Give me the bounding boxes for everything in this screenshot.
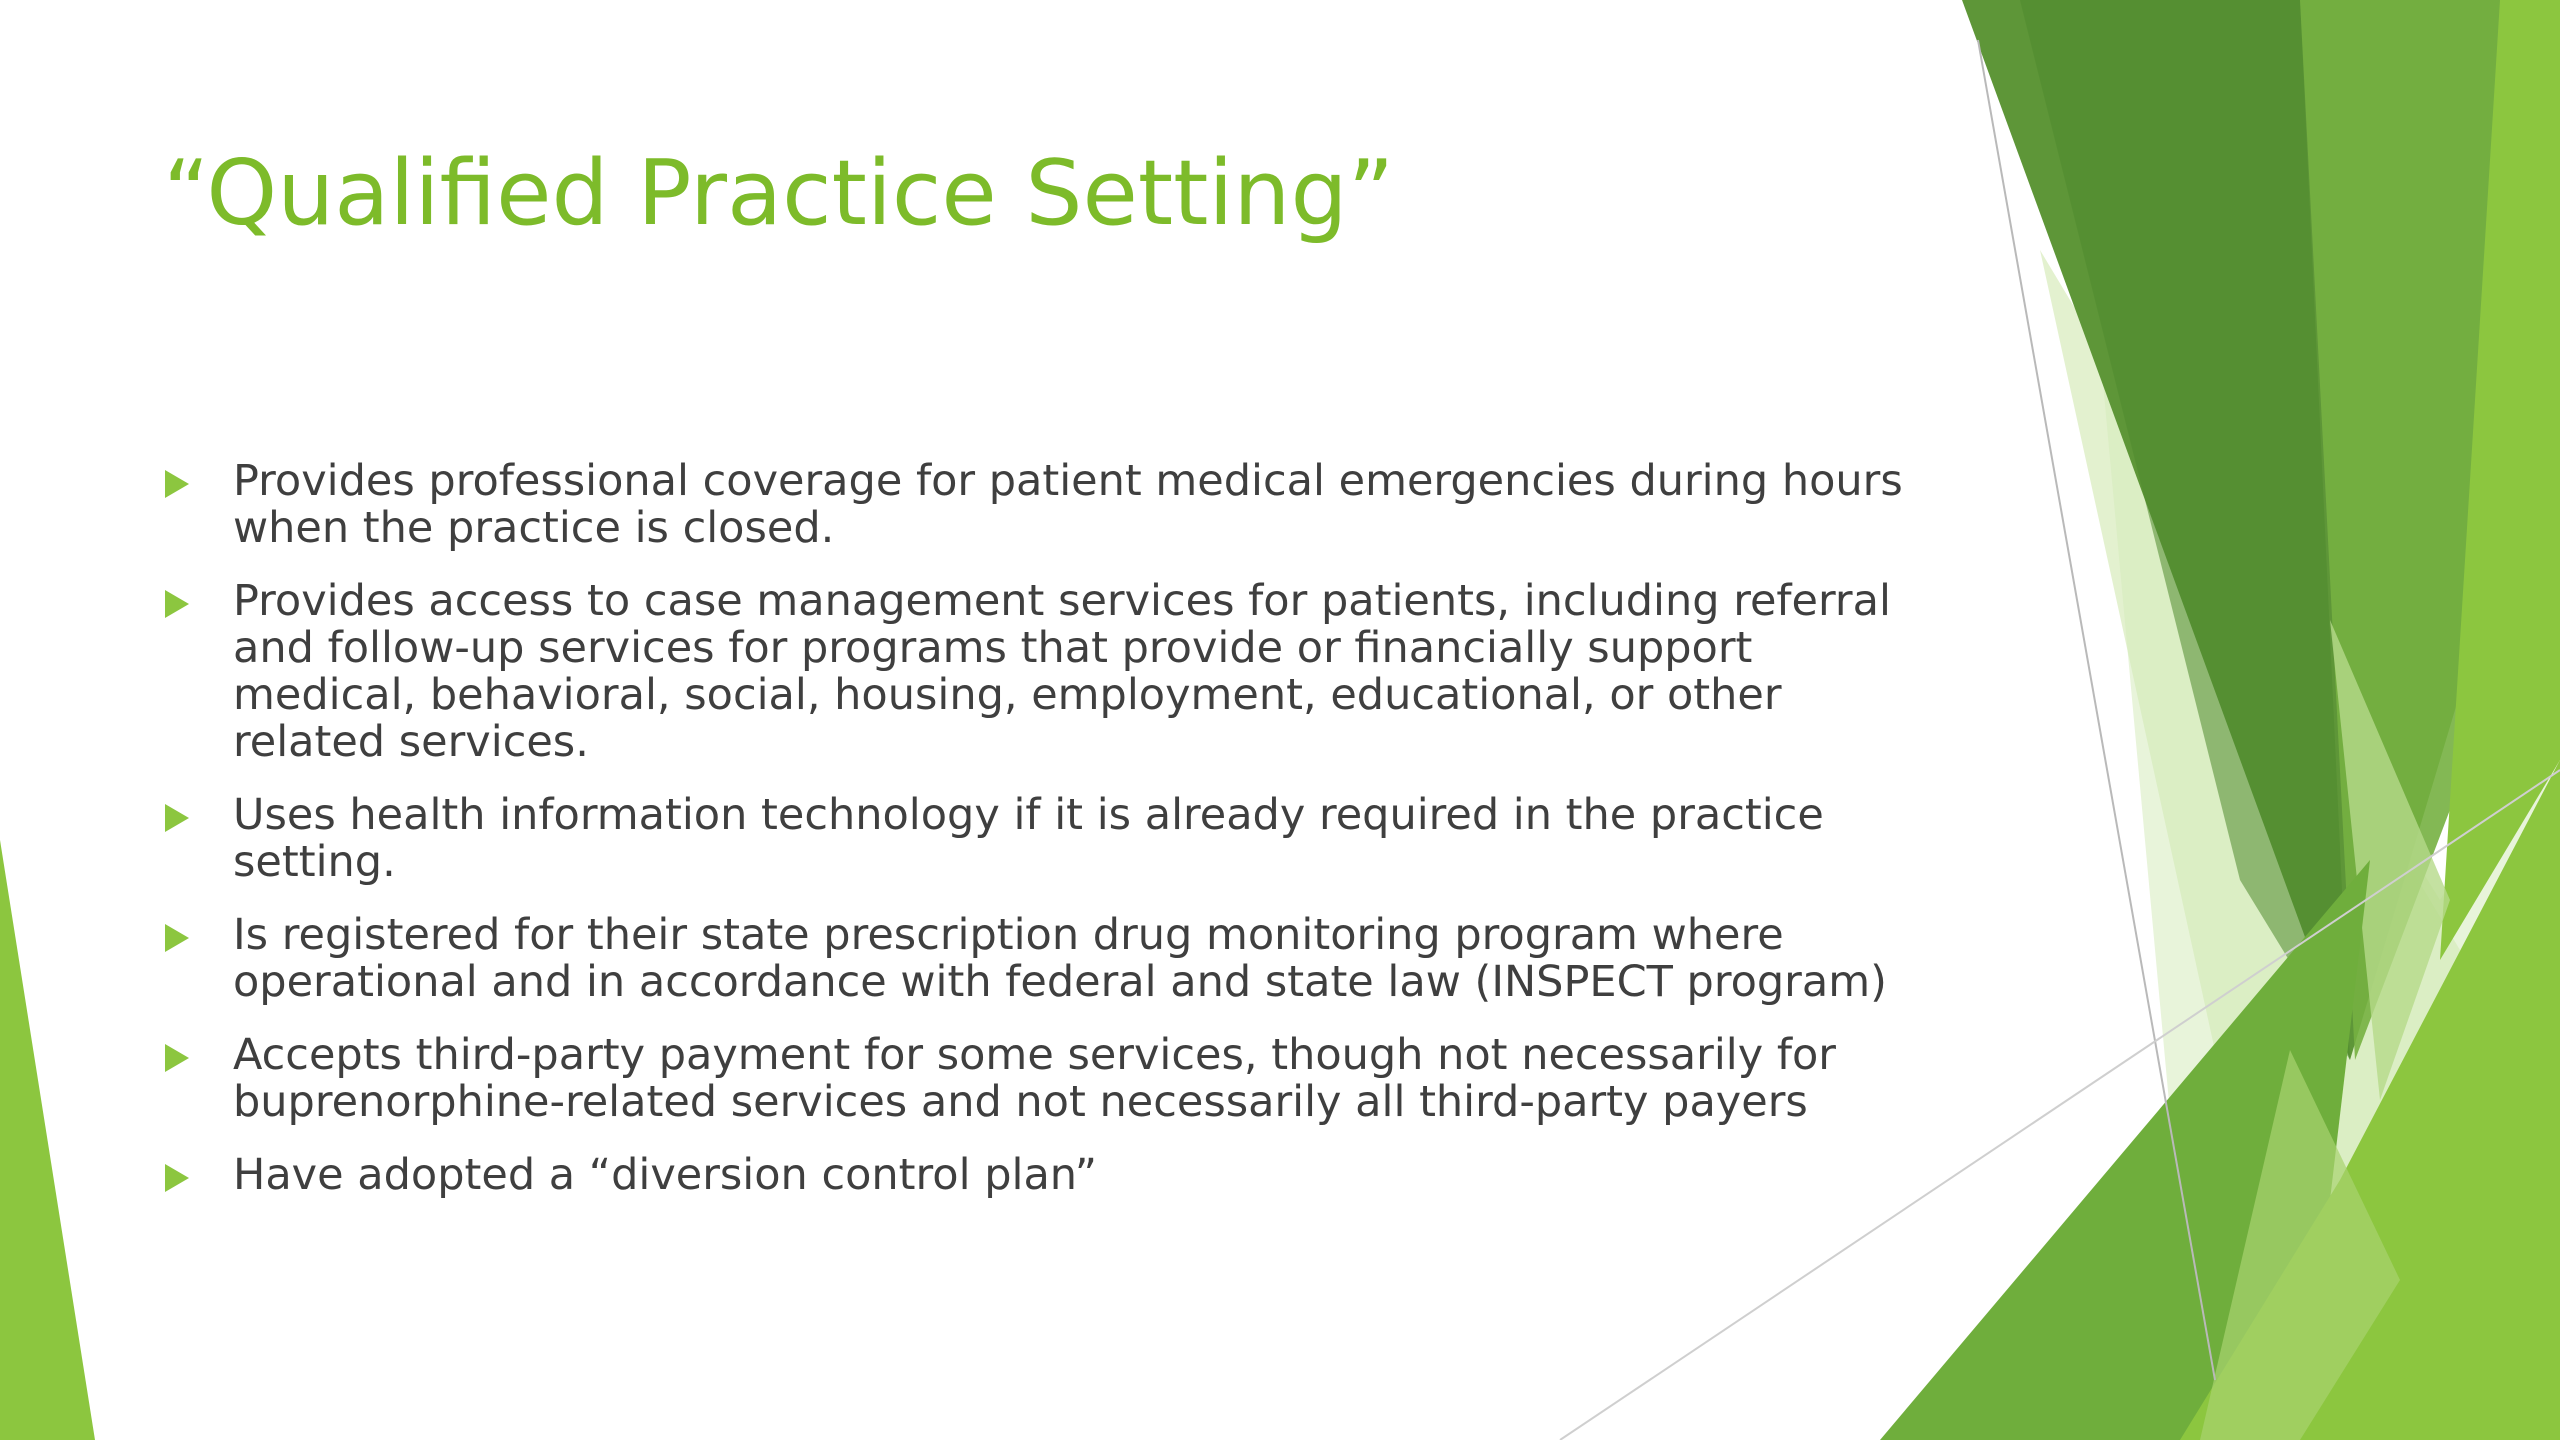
bullet-text: Provides professional coverage for patient medical emergencies during hours when the practice is closed. [233, 456, 1903, 553]
bullet-item [163, 792, 1923, 886]
bullet-arrow-icon [165, 804, 189, 832]
bullet-item [163, 458, 1923, 552]
bullet-arrow-icon [165, 1044, 189, 1072]
bullet-arrow-icon [165, 590, 189, 618]
bullet-list [163, 458, 1923, 1225]
bullet-item [163, 1152, 1923, 1199]
bullet-arrow-icon [165, 1164, 189, 1192]
bullet-item [163, 912, 1923, 1006]
bullet-text: Accepts third-party payment for some services, though not necessarily for buprenorphine-related services and not necessarily all third-party payers [233, 1030, 1836, 1127]
bullet-text: Is registered for their state prescription drug monitoring program where operational and in accordance with federal and state law (INSPECT program) [233, 910, 1887, 1007]
left-green-sliver [0, 840, 95, 1440]
bullet-arrow-icon [165, 470, 189, 498]
bullet-text: Uses health information technology if it is already required in the practice setting. [233, 790, 1824, 887]
bullet-item [163, 578, 1923, 766]
bullet-text: Have adopted a “diversion control plan” [233, 1150, 1097, 1200]
slide-title: “Qualified Practice Setting” [163, 141, 1395, 246]
bullet-text: Provides access to case management services for patients, including referral and follow-up services for programs that provide or financially support medical, behavioral, social, housing, employment, educational, or other related services. [233, 576, 1891, 767]
bullet-arrow-icon [165, 924, 189, 952]
bullet-item [163, 1032, 1923, 1126]
